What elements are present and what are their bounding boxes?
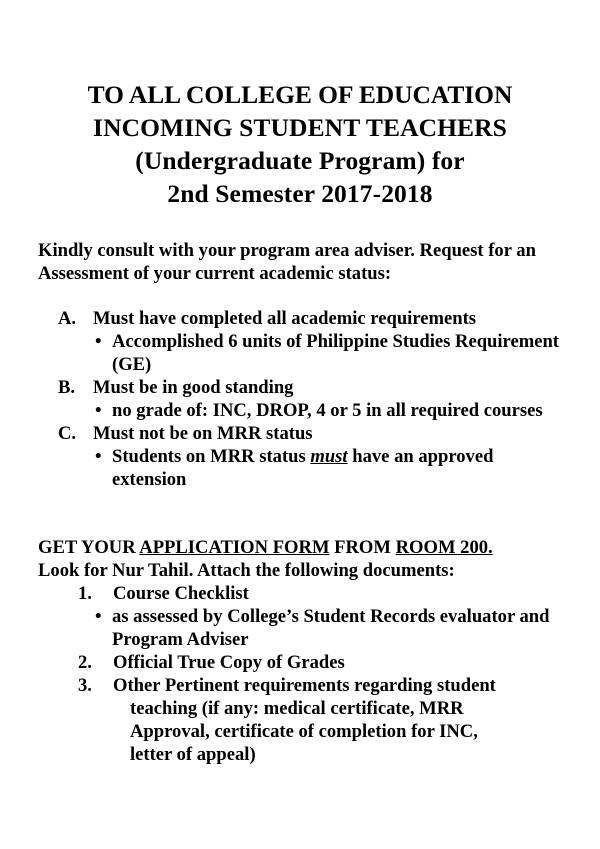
document-2-row (38, 651, 562, 674)
document-3-row (38, 674, 562, 766)
requirement-a-marker: A. (58, 308, 77, 329)
title-line-3: (Undergraduate Program) for (135, 146, 465, 175)
requirement-b-marker: B. (58, 377, 76, 398)
document-1-row (38, 582, 562, 605)
requirement-c-text: Must not be on MRR status (93, 423, 313, 444)
application-heading-line-1 (38, 536, 562, 559)
bullet-icon: • (95, 606, 102, 627)
document-1-text: Course Checklist (113, 583, 249, 604)
document-3-line-3: Approval, certificate of completion for INC, (130, 721, 478, 742)
document-2-marker: 2. (78, 652, 92, 673)
document-3-line-4: letter of appeal) (130, 744, 256, 765)
requirement-a-text: Must have completed all academic requirements (93, 308, 477, 329)
requirement-c-bullet-row (95, 445, 562, 491)
documents-list (38, 582, 562, 766)
title-line-2: INCOMING STUDENT TEACHERS (93, 113, 507, 142)
title-line-4: 2nd Semester 2017-2018 (167, 179, 433, 208)
application-heading (38, 536, 562, 582)
document-1-bullet-text: as assessed by College’s Student Records evaluator and Program Adviser (112, 606, 550, 650)
application-text-form-underlined: APPLICATION FORM (139, 537, 330, 558)
requirement-b-text: Must be in good standing (93, 377, 294, 398)
document-item-1 (38, 582, 562, 651)
requirement-item-b (38, 376, 562, 422)
document-3-marker: 3. (78, 675, 92, 696)
mrr-text-after: have an approved extension (112, 446, 494, 490)
requirement-a-bullet-text: Accomplished 6 units of Philippine Studies Requirement (GE) (112, 331, 559, 375)
application-text-from: FROM (329, 537, 396, 558)
intro-paragraph: Kindly consult with your program area adviser. Request for an Assessment of your current academic status: (38, 240, 536, 284)
mrr-emphasis-must: must (310, 446, 348, 467)
bullet-icon: • (95, 400, 102, 421)
application-heading-line-2: Look for Nur Tahil. Attach the following documents: (38, 560, 455, 581)
document-item-2 (38, 651, 562, 674)
requirement-b-bullet-text: no grade of: INC, DROP, 4 or 5 in all required courses (112, 400, 543, 421)
document-3-text (113, 674, 562, 766)
bullet-icon: • (95, 331, 102, 352)
requirement-item-c (38, 422, 562, 491)
requirement-c-row (38, 422, 562, 445)
document-3-line-2: teaching (if any: medical certificate, MRR (130, 698, 464, 719)
requirement-c-bullet-text (112, 445, 562, 491)
mrr-text-before: Students on MRR status (112, 446, 311, 467)
requirement-b-row (38, 376, 562, 399)
document-3-line-1: Other Pertinent requirements regarding student (113, 675, 496, 696)
document-2-text: Official True Copy of Grades (113, 652, 345, 673)
application-text-room-underlined: ROOM 200. (395, 537, 493, 558)
requirements-list (38, 307, 562, 491)
title-line-1: TO ALL COLLEGE OF EDUCATION (87, 80, 513, 109)
document-1-marker: 1. (78, 583, 92, 604)
requirement-c-marker: C. (58, 423, 77, 444)
application-text-get-your: GET YOUR (38, 537, 140, 558)
requirement-item-a (38, 307, 562, 376)
requirement-b-bullet-row (95, 399, 562, 422)
document-1-bullet-row (95, 605, 562, 651)
bullet-icon: • (95, 446, 102, 467)
page-title (38, 0, 562, 210)
requirement-a-row (38, 307, 562, 330)
document-item-3 (38, 674, 562, 766)
requirement-a-bullet-row (95, 330, 562, 376)
